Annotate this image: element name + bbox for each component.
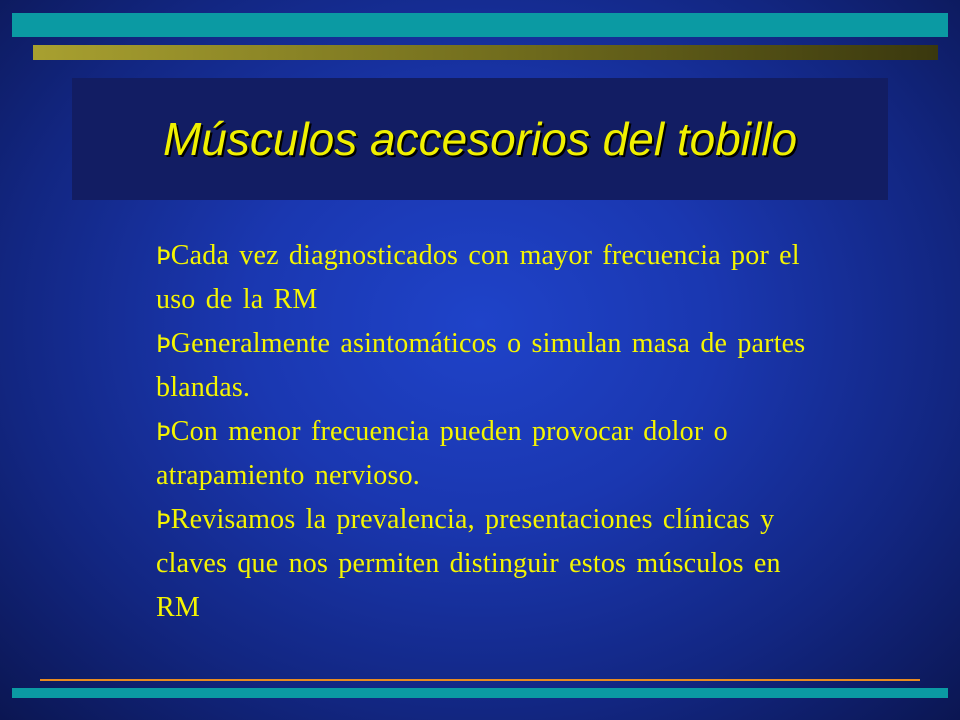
bullet-text: Cada vez diagnosticados con mayor frecuencia por el uso de la RM	[156, 240, 800, 315]
bullet-marker-icon: Þ	[156, 242, 171, 270]
bullet-item	[156, 410, 826, 498]
bottom-orange-line	[40, 679, 920, 681]
bullet-marker-icon: Þ	[156, 418, 171, 446]
bullet-item	[156, 322, 826, 410]
bullet-text: Con menor frecuencia pueden provocar dolor o atrapamiento nervioso.	[156, 416, 728, 491]
slide-title: Músculos accesorios del tobillo	[162, 113, 798, 165]
bullet-marker-icon: Þ	[156, 506, 171, 534]
bullet-item	[156, 234, 826, 322]
bullet-marker-icon: Þ	[156, 330, 171, 358]
bullet-text: Revisamos la prevalencia, presentaciones clínicas y claves que nos permiten distinguir estos músculos en RM	[156, 504, 781, 623]
bullet-text: Generalmente asintomáticos o simulan masa de partes blandas.	[156, 328, 806, 403]
bullet-item	[156, 498, 826, 630]
top-olive-bar	[33, 45, 938, 60]
top-teal-bar	[12, 13, 948, 37]
bullet-list	[156, 234, 826, 630]
bottom-teal-bar	[12, 688, 948, 698]
